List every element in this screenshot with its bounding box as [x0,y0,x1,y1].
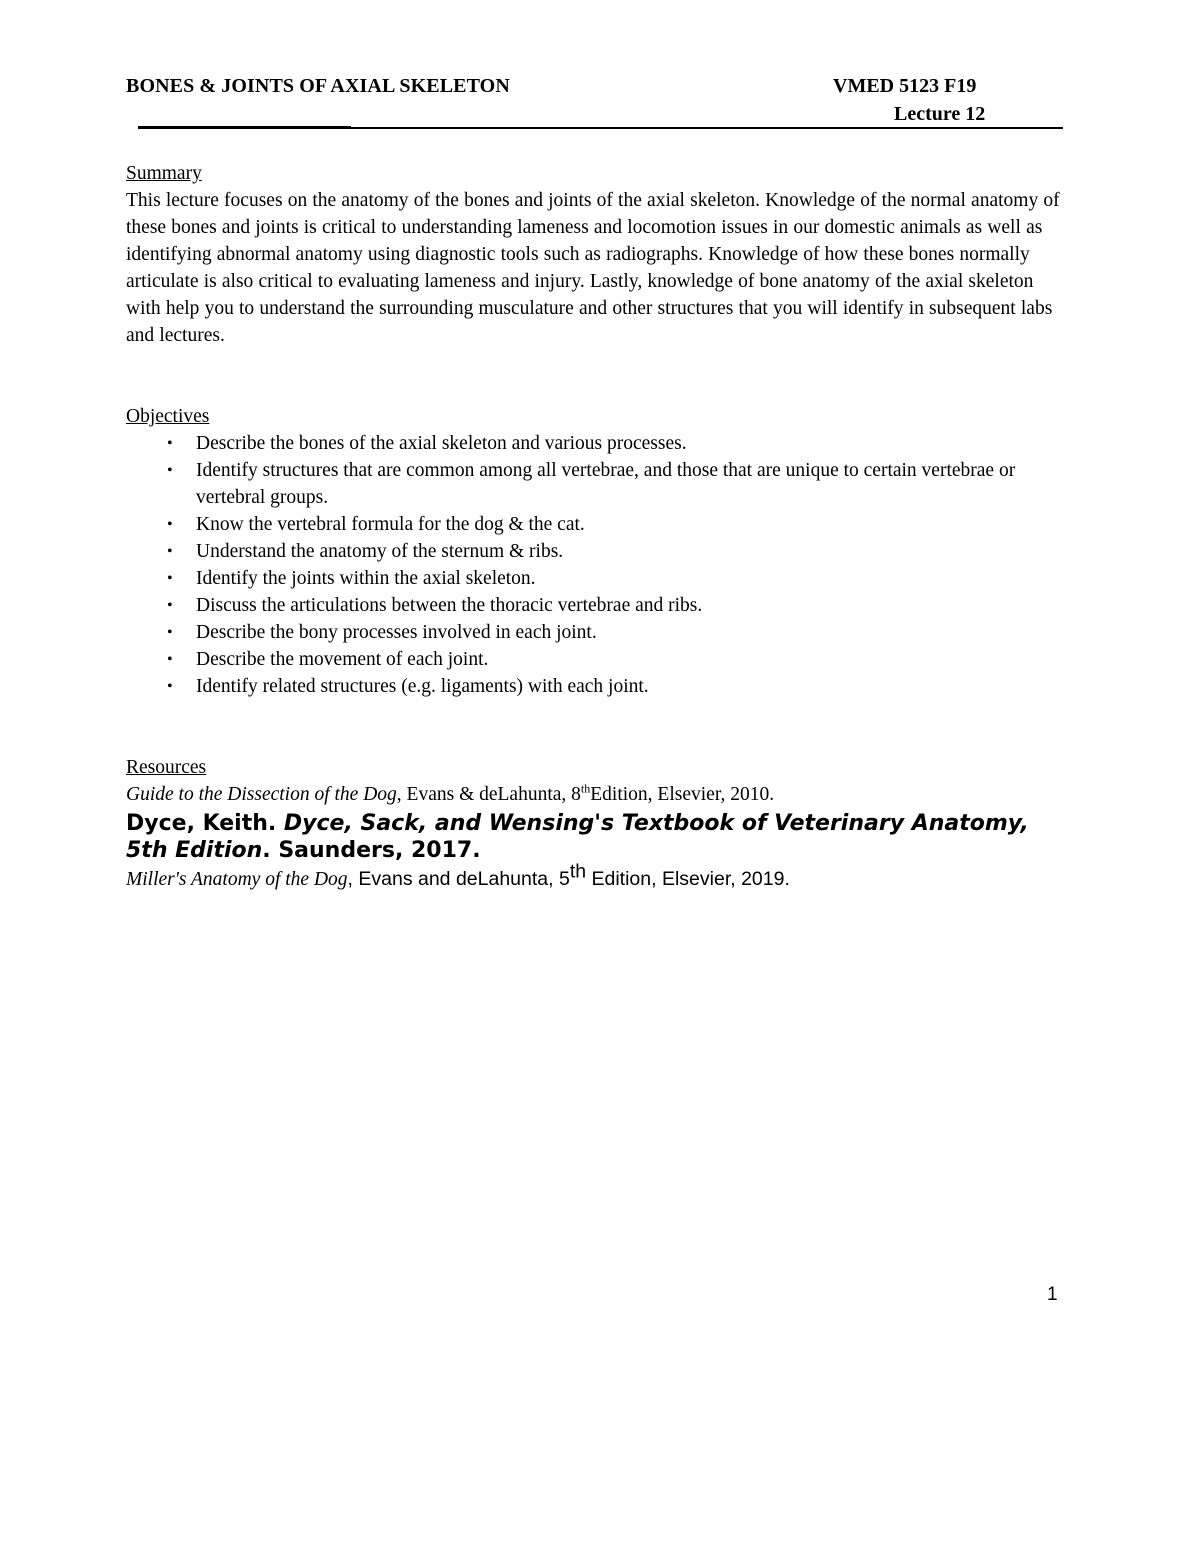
document-title: BONES & JOINTS OF AXIAL SKELETON [126,75,510,97]
reference-author: Dyce, Keith. [126,811,284,836]
reference-publisher: . Saunders, 2017. [262,838,481,863]
summary-heading: Summary [126,163,202,184]
reference-superscript: th [569,860,587,883]
reference-title: Dyce, Sack, and Wensing's Textbook of Veterinary Anatomy, 5th Edition [126,811,1029,863]
objective-item: • Identify structures that are common among all vertebrae, and those that are unique to certain vertebrae or vertebral groups. [126,457,1071,511]
objective-item: • Describe the bones of the axial skeleton and various processes. [126,430,1071,457]
objectives-list [126,430,1071,700]
bullet-icon: • [167,462,173,479]
bullet-icon: • [167,597,173,614]
reference-edition: Edition, Elsevier, 2010. [590,784,775,805]
reference-superscript: th [580,781,591,796]
lecture-number: Lecture 12 [894,103,986,125]
resources-section [126,754,1071,893]
reference-title: Miller's Anatomy of the Dog [126,869,348,890]
document-body [126,160,1071,893]
bullet-icon: • [167,624,173,641]
reference-millers-anatomy [126,860,1071,893]
objective-item: • Identify related structures (e.g. ligaments) with each joint. [126,673,1071,700]
reference-authors: , Evans and deLahunta, 5 [347,868,570,890]
objective-item: • Identify the joints within the axial skeleton. [126,565,1071,592]
page-number: 1 [1047,1284,1058,1305]
bullet-icon: • [167,543,173,560]
bullet-icon: • [167,678,173,695]
resources-heading: Resources [126,757,207,778]
reference-edition: Edition, Elsevier, 2019. [586,868,790,890]
course-code: VMED 5123 F19 [833,75,977,97]
bullet-icon: • [167,435,173,452]
objective-item: • Understand the anatomy of the sternum & ribs. [126,538,1071,565]
objective-item: • Know the vertebral formula for the dog & the cat. [126,511,1071,538]
summary-section [126,160,1071,349]
summary-paragraph: This lecture focuses on the anatomy of the bones and joints of the axial skeleton. Knowledge of the normal anatomy of these bones and joints is critical to understanding lameness and locomotion issues in our domestic animals as well as identifying abnormal anatomy using diagnostic tools such as radiographs. Knowledge of how these bones normally articulate is also critical to evaluating lameness and injury. Lastly, knowledge of bone anatomy of the axial skeleton with help you to understand the surrounding musculature and other structures that you will identify in subsequent labs and lectures. [126,190,1060,346]
header-rule-thick [138,126,351,129]
objectives-heading: Objectives [126,406,210,427]
objective-item: • Describe the movement of each joint. [126,646,1071,673]
objectives-section [126,403,1071,700]
objective-item: • Discuss the articulations between the thoracic vertebrae and ribs. [126,592,1071,619]
bullet-icon: • [167,570,173,587]
bullet-icon: • [167,651,173,668]
objective-item: • Describe the bony processes involved in each joint. [126,619,1071,646]
reference-dyce-textbook [126,810,1071,864]
header-rule [351,127,1063,129]
reference-title: Guide to the Dissection of the Dog [126,784,397,805]
reference-dissection-guide [126,781,1071,808]
bullet-icon: • [167,516,173,533]
reference-authors: , Evans & deLahunta, 8 [396,784,581,805]
